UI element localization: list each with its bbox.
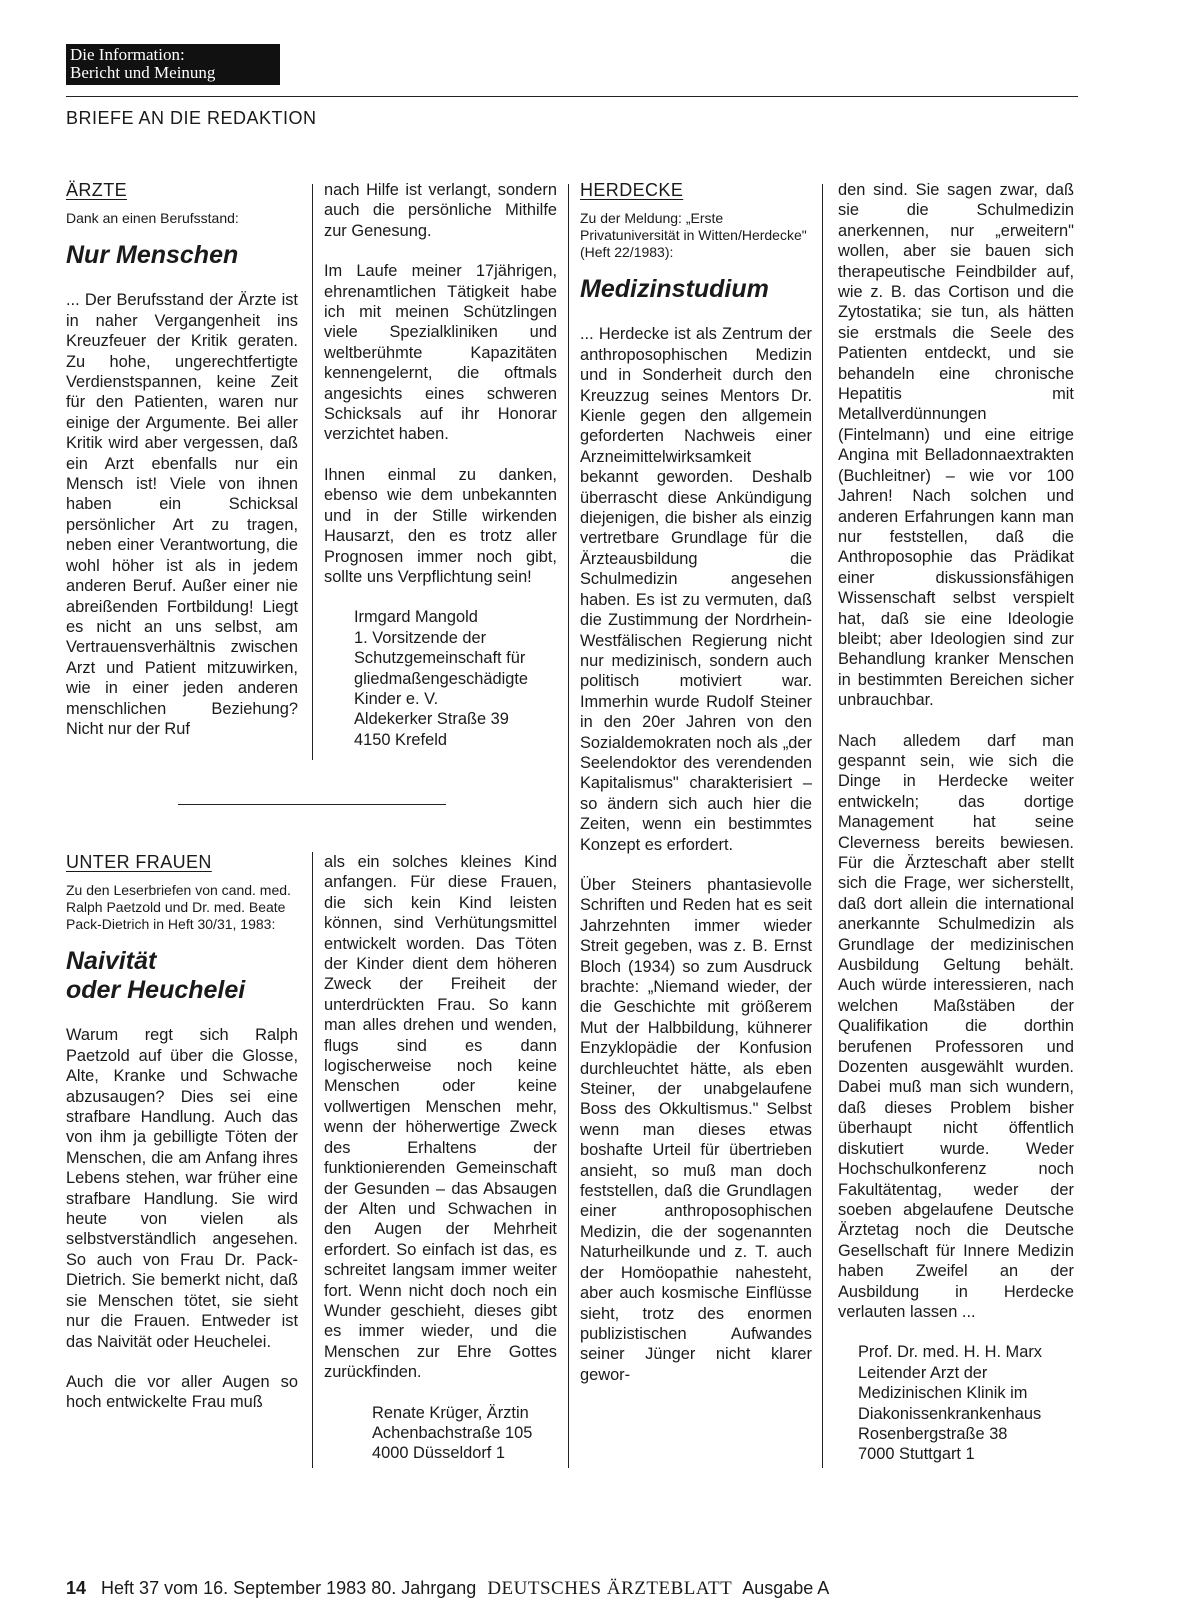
top-rule [66,96,1078,97]
signature-line: Achenbachstraße 105 [372,1423,533,1442]
letter-paragraph: ... Herdecke ist als Zentrum der anthroposophischen Medizin und in Sonderheit durch den Kreuzzug seines Mentors Dr. Kienle gegen den allgemein geforderten Nachweis einer Arzneimittelwirksamkeit bekannt geworden. Deshalb überrascht diese Ankündigung diejenigen, die bisher als einzig vertretbare Grundlage für die Ärzteausbildung die Schulmedizin angesehen haben. Es ist zu vermuten, daß die Zustimmung der Nordrhein-Westfälischen Regierung nicht nur medizinisch, sondern auch politisch motiviert war. Immerhin wurde Rudolf Steiner in den 20er Jahren von den Sozialdemokraten noch als „der Seelendoktor des verendenden Kapitalismus" charakterisiert – so ändern sich auch hier die Zeiten, wenn ein bestimmtes Konzept es erfordert. [580,325,812,854]
headline-nur-menschen: Nur Menschen [66,241,239,270]
signature-line: Kinder e. V. [354,689,439,708]
edition: Ausgabe A [742,1578,830,1598]
signature-line: Irmgard Mangold [354,608,478,627]
letter-paragraph: den sind. Sie sagen zwar, daß sie die Schulmedizin anerkennen, nur „erweitern" wollen, aber sie bauen sich therapeutische Feindbilder auf, wie z. B. das Cortison und die Zytostatika; sie tun, als hätten sie erstmals die Seele des Patienten entdeckt, und sie behandeln eine chronische Hepatitis mit Metallverdünnungen (Fintelmann) und eine eitrige Angina mit Belladonnaextrakten (Buchleitner) – wie vor 100 Jahren! Nach solchen und anderen Erfahrungen kann man nur feststellen, daß die Anthroposophie das Prädikat einer diskussionsfähigen Wissenschaft selbst verspielt hat, daß sie eine Ideologie bleibt; aber Ideologien sind zur Behandlung kranker Menschen in bestimmten Bereichen sicher unbrauchbar. [838,181,1074,710]
page-footer [66,1578,829,1600]
letter-paragraph: Auch die vor aller Augen so hoch entwickelte Frau muß [66,1372,298,1412]
journal-name: DEUTSCHES ÄRZTEBLATT [487,1578,733,1599]
issue-info: Heft 37 vom 16. September 1983 80. Jahrgang [101,1578,477,1598]
headline-line: oder Heuchelei [66,976,246,1005]
signature-krueger [324,1403,557,1464]
section-badge [66,44,280,85]
signature-marx [838,1342,1074,1464]
letter-paragraph: Nach alledem darf man gespannt sein, wie sich die Dinge in Herdecke weiter entwickeln; das dortige Management hat seine Cleverness bereits bewiesen. Für die Ärzteschaft aber stellt sich die Frage, wer sicherstellt, daß dort allein die international anerkannte Schulmedizin als Grundlage der medizinischen Ausbildung Geltung behält. Auch würde interessieren, nach welchen Maßstäben der Qualifikation die dorthin berufenen Professoren und Dozenten ausgewählt wurden. Dabei muß man sich wundern, daß dieses Problem bisher überhaupt nicht öffentlich diskutiert wurde. Weder Hochschulkonferenz noch Fakultätentag, weder der soeben abgelaufene Deutsche Ärztetag noch die Deutsche Gesellschaft für Innere Medizin haben Zweifel an der Ausbildung in Herdecke verlauten lassen ... [838,731,1074,1321]
section-badge-line2: Bericht und Meinung [70,63,216,82]
signature-line: Aldekerker Straße 39 [354,710,509,729]
signature-line: Renate Krüger, Ärztin [372,1403,529,1422]
headline-medizinstudium: Medizinstudium [580,275,769,304]
rubric-aerzte: ÄRZTE [66,180,128,200]
headline-naivitaet [66,947,298,1005]
column-rule [822,184,823,1468]
letter-frauen [66,852,298,1413]
letter-aerzte-continued [324,180,557,750]
signature-line: 4150 Krefeld [354,730,447,749]
signature-mangold [324,607,557,750]
signature-line: 1. Vorsitzende der [354,628,487,647]
letter-intro: Zu der Meldung: „Erste Privatuniversität in Witten/Herdecke" (Heft 22/1983): [580,210,807,261]
signature-line: Diakonissenkrankenhaus [858,1404,1042,1423]
column-rule [312,852,313,1468]
signature-line: Medizinischen Klinik im [858,1384,1028,1403]
letter-frauen-continued [324,852,557,1464]
section-badge-line1: Die Information: [70,45,185,64]
rubric-herdecke: HERDECKE [580,180,684,200]
signature-line: Leitender Arzt der [858,1363,988,1382]
signature-line: gliedmaßengeschädigte [354,669,529,688]
page-number: 14 [66,1578,87,1598]
letter-aerzte [66,180,298,739]
letter-paragraph: nach Hilfe ist verlangt, sondern auch die persönliche Mithilfe zur Genesung. [324,181,557,240]
letter-intro: Zu den Leserbriefen von cand. med. Ralph Paetzold und Dr. med. Beate Pack-Dietrich in Heft 30/31, 1983: [66,882,291,933]
letter-paragraph: Warum regt sich Ralph Paetzold auf über die Glosse, Alte, Kranke und Schwache abzusaugen? Dies sei eine strafbare Handlung. Auch das von ihm ja gebilligte Töten der Menschen, die am Anfang ihres Lebens stehen, war früher eine strafbare Handlung. Sie wird heute von vielen als selbstverständlich angesehen. So auch von Frau Dr. Pack-Dietrich. Sie bemerkt nicht, daß sie Menschen tötet, sie sieht nur die Frauen. Entweder ist das Naivität oder Heuchelei. [66,1026,298,1351]
signature-line: Rosenbergstraße 38 [858,1424,1008,1443]
signature-line: 4000 Düsseldorf 1 [372,1444,506,1463]
column-rule [568,184,569,1468]
letter-intro: Dank an einen Berufsstand: [66,210,239,227]
letter-paragraph: Über Steiners phantasievolle Schriften und Reden hat es seit Jahrzehnten immer wieder Streit gegeben, was z. B. Ernst Bloch (1934) so zum Ausdruck brachte: „Niemand wieder, der die Geschichte mit größerem Mut der Halbbildung, kühnerer Enzyklopädie der Konfusion durchleuchtet hätte, als eben Steiner, der unabgelaufene Boss des Okkultismus." Selbst wenn man dieses etwas boshafte Urteil für übertrieben ansieht, so muß man doch feststellen, daß die Grundlagen einer anthroposophischen Medizin, die der sogenannten Naturheilkunde und z. T. auch der Homöopathie nahesteht, aber auch kosmische Einflüsse sieht, trotz des enormen publizistischen Aufwandes seiner Jünger nicht klarer gewor- [580,875,812,1384]
letter-paragraph: ... Der Berufsstand der Ärzte ist in naher Vergangenheit ins Kreuzfeuer der Kritik geraten. Zu hohe, ungerechtfertigte Verdienstspannen, keine Zeit für den Patienten, waren nur einige der Argumente. Bei aller Kritik wird aber vergessen, daß ein Arzt ebenfalls nur ein Mensch ist! Viele von ihnen haben ein Schicksal persönlicher Art zu tragen, neben einer Verantwortung, die wohl höher ist als in jedem anderen Beruf. Außer einer nie abreißenden Fortbildung! Liegt es nicht an uns selbst, am Vertrauensverhältnis zwischen Arzt und Patient mitzuwirken, wie in einer jeden anderen menschlichen Beziehung? Nicht nur der Ruf [66,291,298,738]
page-header: BRIEFE AN DIE REDAKTION [66,108,317,128]
signature-line: Schutzgemeinschaft für [354,649,526,668]
article-separator [178,804,446,805]
column-rule [312,184,313,760]
letter-paragraph: als ein solches kleines Kind anfangen. Für diese Frauen, die sich kein Kind leisten können, sind Verhütungsmittel entwickelt worden. Das Töten der Kinder dient dem höheren Zweck der Freiheit der unterdrückten Frau. So kann man alles drehen und wenden, flugs sind es dann logischerweise noch keine Menschen oder keine vollwertigen Menschen mehr, wenn der höherwertige Zweck des Erhaltens der funktionierenden Gemeinschaft der Gesunden – das Absaugen der Alten und Schwachen in den Augen der Mehrheit erfordert. So einfach ist das, es schreitet langsam immer weiter fort. Wenn nicht doch noch ein Wunder geschieht, dieses gibt es immer wieder, und die Menschen zur Ehre Gottes zurückfinden. [324,853,557,1382]
signature-line: 7000 Stuttgart 1 [858,1445,975,1464]
rubric-unter-frauen: UNTER FRAUEN [66,852,212,872]
letter-paragraph: Im Laufe meiner 17jährigen, ehrenamtlichen Tätigkeit habe ich mit meinen Schützlingen viele Spezialkliniken und weltberühmte Kapazitäten kennengelernt, die oftmals angesichts eines schweren Schicksals auf ihr Honorar verzichtet haben. [324,262,557,444]
letter-herdecke-continued [838,180,1074,1465]
letter-paragraph: Ihnen einmal zu danken, ebenso wie dem unbekannten und in der Stille wirkenden Hausarzt, den es trotz aller Prognosen immer noch gibt, sollte uns Verpflichtung sein! [324,465,557,586]
headline-line: Naivität [66,947,157,976]
signature-line: Prof. Dr. med. H. H. Marx [858,1343,1042,1362]
letter-herdecke [580,180,812,1385]
